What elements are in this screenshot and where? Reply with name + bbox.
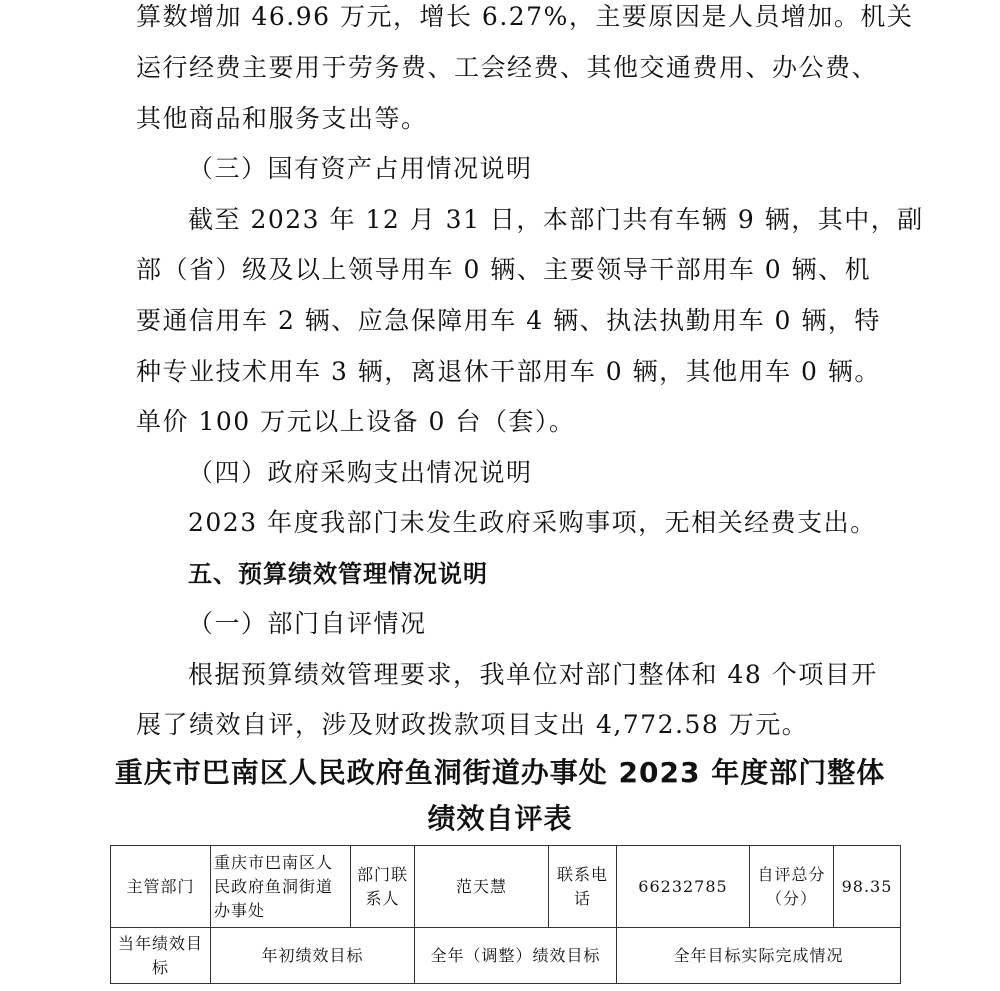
table-row	[111, 928, 901, 984]
table-row	[111, 846, 901, 928]
section-heading-assets: （三）国有资产占用情况说明	[188, 154, 533, 183]
contact-value-cell: 范天慧	[415, 846, 549, 928]
phone-label-cell: 联系电话	[549, 846, 617, 928]
section-heading-performance: 五、预算绩效管理情况说明	[188, 560, 488, 588]
paragraph-line: 运行经费主要用于劳务费、工会经费、其他交通费用、办公费、	[136, 53, 879, 82]
dept-label-cell: 主管部门	[111, 846, 211, 928]
paragraph-line: 部（省）级及以上领导用车 0 辆、主要领导干部用车 0 辆、机	[136, 255, 872, 284]
table-title-line1: 重庆市巴南区人民政府鱼洞街道办事处 2023 年度部门整体	[114, 756, 886, 789]
paragraph-line: 截至 2023 年 12 月 31 日，本部门共有车辆 9 辆，其中，副	[188, 205, 924, 234]
performance-table	[110, 845, 901, 984]
paragraph-line: 2023 年度我部门未发生政府采购事项，无相关经费支出。	[188, 508, 877, 537]
paragraph-line: 种专业技术用车 3 辆，离退休干部用车 0 辆，其他用车 0 辆。	[136, 357, 881, 386]
paragraph-line: 根据预算绩效管理要求，我单位对部门整体和 48 个项目开	[188, 660, 878, 689]
initial-goal-header: 年初绩效目标	[211, 928, 415, 984]
score-label-cell: 自评总分（分）	[750, 846, 834, 928]
paragraph-line: 展了绩效自评，涉及财政拨款项目支出 4,772.58 万元。	[136, 710, 809, 739]
actual-completion-header: 全年目标实际完成情况	[617, 928, 901, 984]
dept-value-cell: 重庆市巴南区人民政府鱼洞街道办事处	[211, 846, 351, 928]
paragraph-line: 单价 100 万元以上设备 0 台（套）。	[136, 407, 576, 436]
paragraph-line: 要通信用车 2 辆、应急保障用车 4 辆、执法执勤用车 0 辆，特	[136, 306, 881, 335]
section-heading-procurement: （四）政府采购支出情况说明	[188, 458, 533, 487]
section-heading-self-evaluation: （一）部门自评情况	[188, 609, 427, 638]
phone-value-cell: 66232785	[617, 846, 750, 928]
paragraph-line: 算数增加 46.96 万元，增长 6.27%，主要原因是人员增加。机关	[136, 2, 914, 31]
table-title-line2: 绩效自评表	[427, 802, 573, 835]
goal-label-cell: 当年绩效目标	[111, 928, 211, 984]
paragraph-line: 其他商品和服务支出等。	[136, 104, 428, 133]
adjusted-goal-header: 全年（调整）绩效目标	[415, 928, 617, 984]
score-value-cell: 98.35	[834, 846, 901, 928]
contact-label-cell: 部门联系人	[351, 846, 415, 928]
